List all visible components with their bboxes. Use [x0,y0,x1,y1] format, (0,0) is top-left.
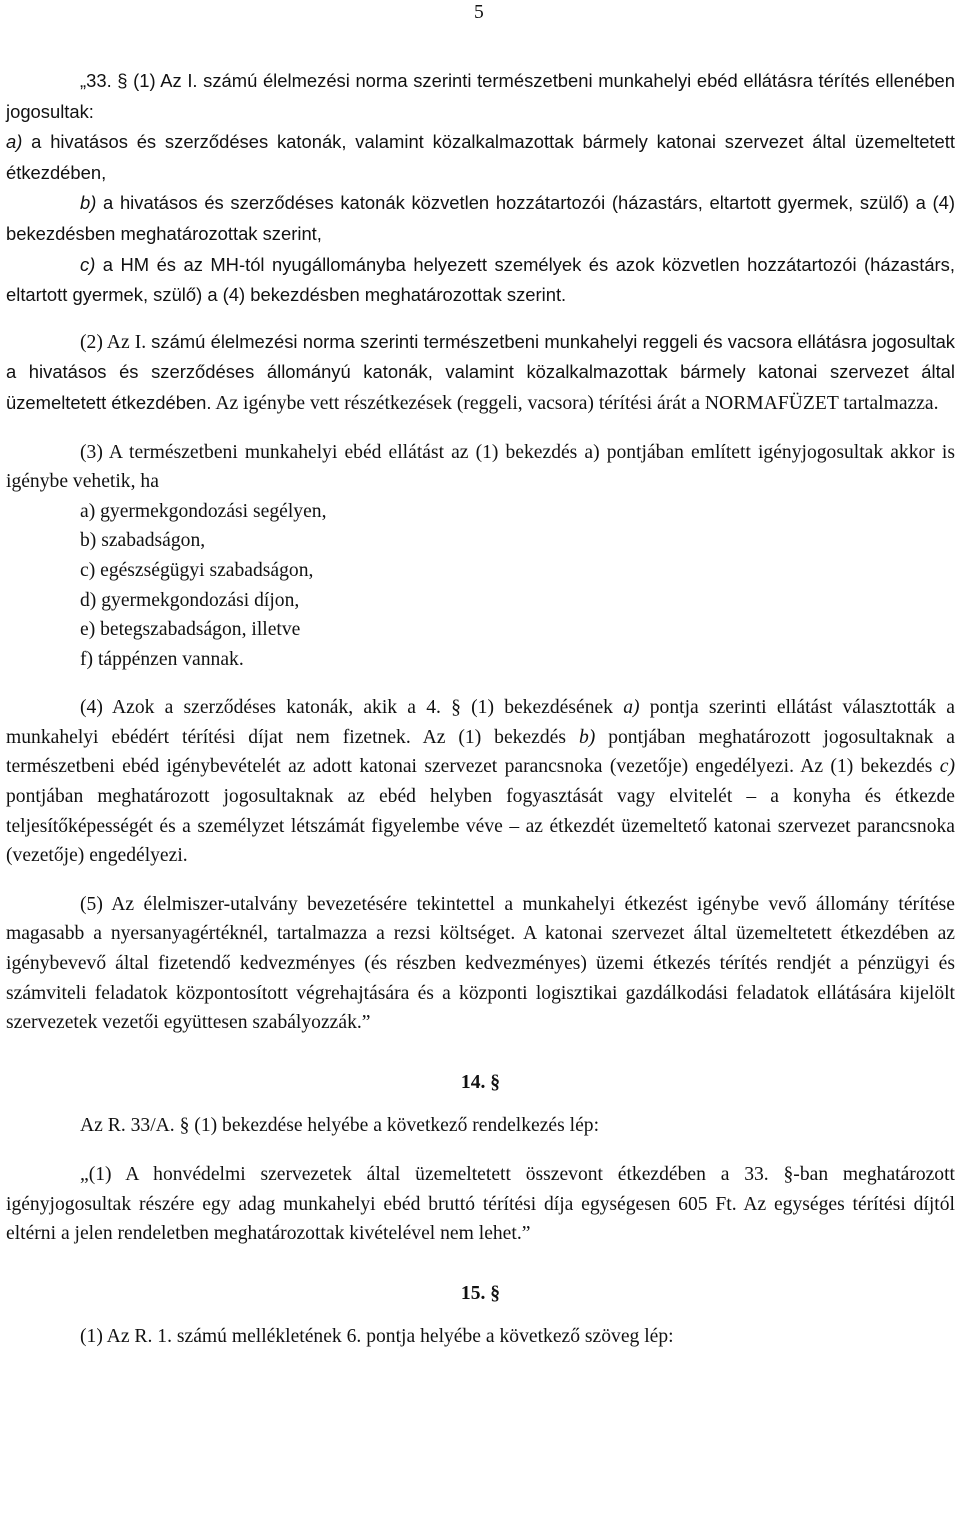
page-number: 5 [474,2,484,23]
list-item: e) betegszabadságon, illetve [80,619,301,641]
document-body [6,66,955,1352]
section-33-point-b: b) a hivatásos és szerződéses katonák közvetlen hozzátartozói (házastárs, eltartott gyermek, szülő) a (4) bekezdésben meghatározottak szerint, [6,192,955,244]
section-33-paragraph-2: (2) Az I. számú élelmezési norma szerinti természetbeni munkahelyi reggeli és vacsora ellátásra jogosultak a hivatásos és szerződéses állományú katonák, valamint közalkalmazottak bármely katonai szervezet által üzemeltetett étkezdében. Az igénybe vett részétkezések (reggeli, vacsora) térítési árát a NORMAFÜZET tartalmazza. [6,330,956,414]
section-33-point-c: c) a HM és az MH-tól nyugállományba helyezett személyek és azok közvetlen hozzátartozói (házastárs, eltartott gyermek, szülő) a (4) bekezdésben meghatározottak szerint. [6,253,955,306]
section-33-paragraph-3-intro: (3) A természetbeni munkahelyi ebéd ellátást az (1) bekezdés a) pontjában említett igényjogosultak akkor is igénybe vehetik, ha [6,441,955,493]
section-14-intro: Az R. 33/A. § (1) bekezdése helyébe a következő rendelkezés lép: [80,1115,600,1137]
section-33-paragraph-4: (4) Azok a szerződéses katonák, akik a 4. § (1) bekezdésének a) pontja szerinti ellátást választották a munkahelyi ebédért térítési díjat nem fizetnek. Az (1) bekezdés b) pontjában meghatározott jogosultaknak a természetbeni ebéd igénybevételét az adott katonai szervezet parancsnoka (vezetője) engedélyezi. Az (1) bekezdés c) pontjában meghatározott jogosultaknak az ebéd helyben fogyasztását vagy elvitelét – a konyha és étkezde teljesítőképességét és a személyzet létszámát figyelembe véve – az étkezdét üzemeltető katonai szervezet parancsnoka (vezetője) engedélyezi. [6,697,956,867]
section-15-heading: 15. § [460,1282,501,1304]
list-item: c) egészségügyi szabadságon, [80,559,314,581]
list-item: b) szabadságon, [80,530,206,552]
section-33-paragraph-1-intro: „33. § (1) Az I. számú élelmezési norma szerinti természetbeni munkahelyi ebéd ellátásra térítés ellenében jogosultak: [6,70,955,122]
section-14-quote: „(1) A honvédelmi szervezetek által üzemeltetett összevont étkezdében a 33. §-ban meghatározott igényjogosultak részére egy adag munkahelyi ebéd bruttó térítési díja egységesen 605 Ft. Az egységes térítési díjtól eltérni a jelen rendeletben meghatározottak kivételével nem lehet.” [6,1164,955,1245]
section-15-intro: (1) Az R. 1. számú mellékletének 6. pontja helyébe a következő szöveg lép: [80,1326,674,1348]
list-item: f) táppénzen vannak. [80,648,244,670]
list-item: a) gyermekgondozási segélyen, [80,500,327,522]
list-item: d) gyermekgondozási díjon, [80,589,300,611]
section-33-point-a: a) a hivatásos és szerződéses katonák, valamint közalkalmazottak bármely katonai szervezet által üzemeltetett étkezdében, [6,131,955,183]
section-14-heading: 14. § [460,1071,501,1093]
section-33-paragraph-5: (5) Az élelmiszer-utalvány bevezetésére tekintettel a munkahelyi étkezést igénybe vevő állomány térítése magasabb a nyersanyagértéknél, tartalmazza a rezsi költséget. A katonai szervezet által üzemeltetett étkezdében az igénybevevő által fizetendő kedvezményes (és részben kedvezményes) üzemi étkezés térítés rendjét a pénzügyi és számviteli feladatok központosított végrehajtására és a központi logisztikai gazdálkodási feladatok ellátására kijelölt szervezetek vezetői együttesen szabályozzák.” [6,893,955,1034]
